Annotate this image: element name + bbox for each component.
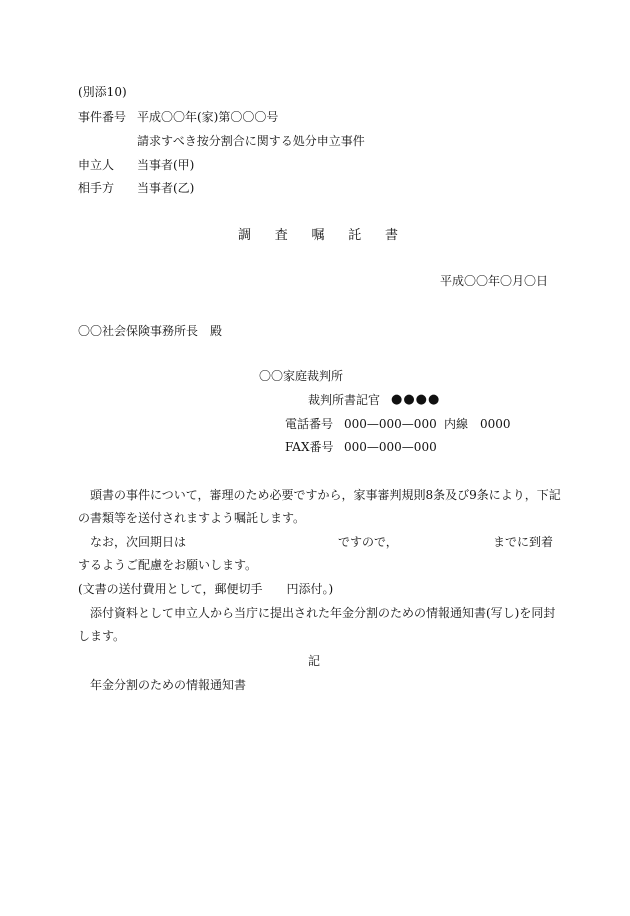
tel-label: 電話番号	[285, 417, 334, 431]
applicant-label: 申立人	[78, 158, 115, 172]
body-paragraph-4-line-2: します。	[78, 629, 126, 643]
title-char: 調	[238, 228, 252, 243]
tel-value: 000—000—000	[344, 417, 437, 431]
ki-heading: 記	[308, 654, 321, 668]
ext-value: 0000	[480, 417, 511, 431]
court-name: 〇〇家庭裁判所	[259, 369, 344, 383]
body-paragraph-2-part-2: ですので，	[338, 535, 398, 549]
ext-label: 内線	[444, 417, 469, 431]
body-paragraph-2-line-2: するようご配慮をお願いします。	[78, 558, 258, 572]
body-paragraph-1-line-2: の書類等を送付されますよう嘱託します。	[78, 511, 306, 525]
title-char: 書	[384, 228, 398, 243]
clerk-label: 裁判所書記官	[308, 393, 381, 407]
case-number-label: 事件番号	[78, 110, 127, 124]
clerk-name: ●●●●	[391, 392, 441, 407]
case-name: 請求すべき按分割合に関する処分申立事件	[137, 134, 365, 148]
fax-label: FAX番号	[285, 440, 334, 454]
respondent-label: 相手方	[78, 181, 115, 195]
body-paragraph-4-line-1: 添付資料として申立人から当庁に提出された年金分割のための情報通知書(写し)を同封	[90, 606, 556, 620]
body-paragraph-2-part-1: なお，次回期日は	[90, 535, 187, 549]
title-char: 嘱	[311, 228, 325, 243]
fax-value: 000—000—000	[344, 440, 437, 454]
applicant-value: 当事者(甲)	[137, 158, 195, 172]
document-date: 平成〇〇年〇月〇日	[439, 274, 548, 288]
case-number-value: 平成〇〇年(家)第〇〇〇号	[137, 110, 279, 124]
title-char: 査	[274, 228, 288, 243]
enclosed-item: 年金分割のための情報通知書	[90, 678, 247, 692]
title-char: 託	[348, 228, 362, 243]
addressee: 〇〇社会保険事務所長 殿	[78, 324, 223, 338]
document-title	[238, 229, 398, 242]
body-paragraph-1-line-1: 頭書の事件について，審理のため必要ですから，家事審判規則8条及び9条により，下記	[90, 488, 561, 502]
attachment-label: (別添10)	[78, 85, 127, 99]
body-paragraph-2-part-3: までに到着	[493, 535, 554, 549]
body-paragraph-3: (文書の送付費用として，郵便切手 円添付。)	[78, 582, 334, 596]
respondent-value: 当事者(乙)	[137, 181, 195, 195]
